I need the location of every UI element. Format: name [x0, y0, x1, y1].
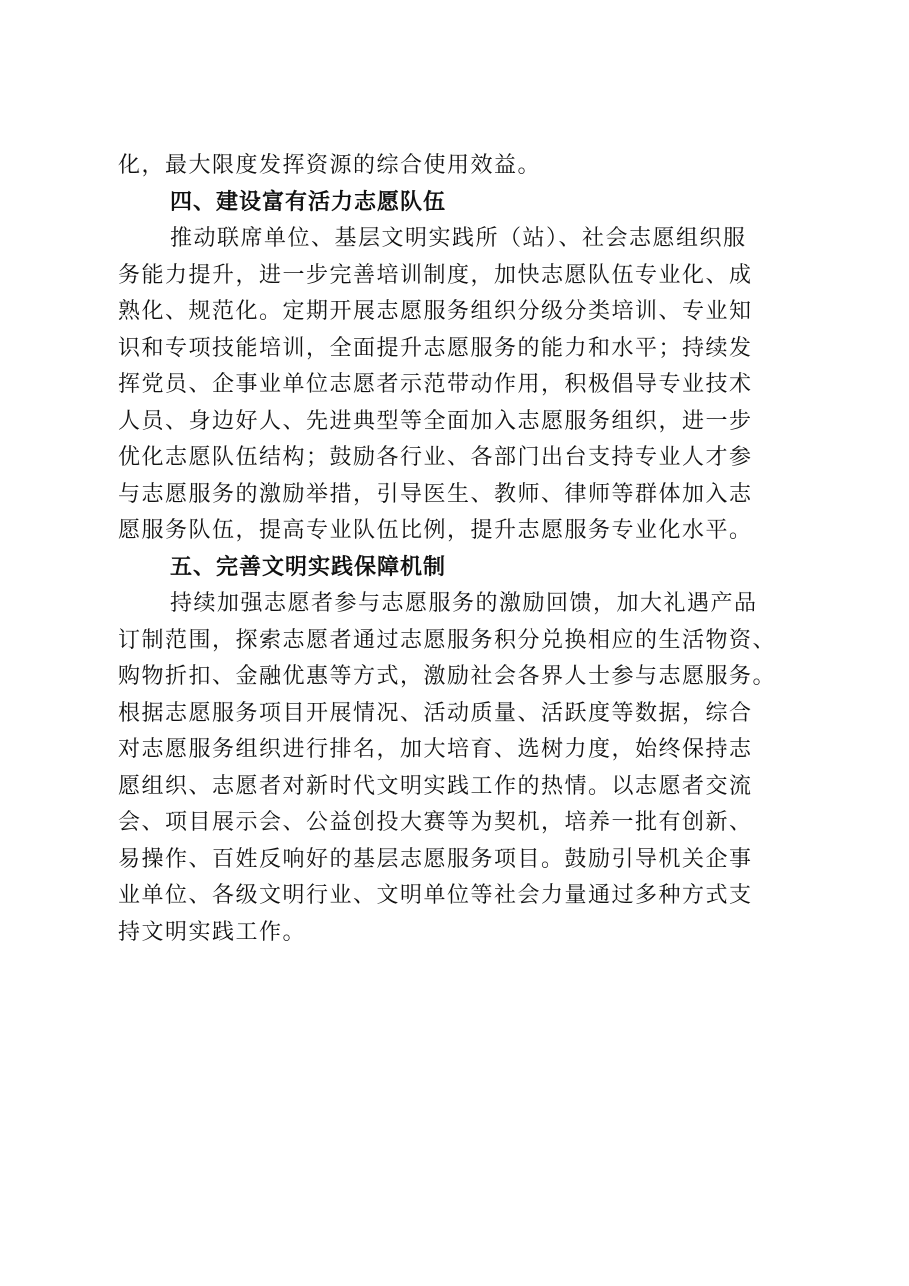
section-5-line-10: 持文明实践工作。: [118, 919, 307, 945]
section-5-paragraph: [118, 586, 808, 951]
section-4-line-8: 与志愿服务的激励举措，引导医生、教师、律师等群体加入志: [118, 481, 753, 507]
section-5-line-7: 会、项目展示会、公益创投大赛等为契机，培养一批有创新、: [118, 810, 753, 835]
section-5-line-3: 购物折扣、金融优惠等方式，激励社会各界人士参与志愿服务。: [118, 664, 777, 689]
section-5-line-8: 易操作、百姓反响好的基层志愿服务项目。鼓励引导机关企事: [118, 846, 753, 872]
section-5-line-9: 业单位、各级文明行业、文明单位等社会力量通过多种方式支: [118, 883, 753, 908]
section-4-line-5: 挥党员、企事业单位志愿者示范带动作用，积极倡导专业技术: [118, 372, 753, 397]
section-4-line-4: 识和专项技能培训，全面提升志愿服务的能力和水平；持续发: [118, 335, 753, 361]
section-5-line-4: 根据志愿服务项目开展情况、活动质量、活跃度等数据，综合: [118, 700, 753, 726]
section-4-paragraph: [118, 221, 808, 550]
section-4-heading: 四、建设富有活力志愿队伍: [170, 189, 447, 215]
document-body: [118, 148, 808, 951]
section-5-heading: 五、完善文明实践保障机制: [170, 554, 447, 580]
section-4-line-2: 务能力提升，进一步完善培训制度，加快志愿队伍专业化、成: [118, 262, 753, 288]
section-4-line-6: 人员、身边好人、先进典型等全面加入志愿服务组织，进一步: [118, 408, 753, 434]
section-4-line-9: 愿服务队伍，提高专业队伍比例，提升志愿服务专业化水平。: [118, 518, 753, 543]
section-4-line-7: 优化志愿队伍结构；鼓励各行业、各部门出台支持专业人才参: [118, 445, 753, 470]
intro-tail-line: 化，最大限度发挥资源的综合使用效益。: [118, 153, 542, 178]
section-5-line-6: 愿组织、志愿者对新时代文明实践工作的热情。以志愿者交流: [118, 773, 753, 799]
section-4-line-3: 熟化、规范化。定期开展志愿服务组织分级分类培训、专业知: [118, 299, 753, 324]
section-5-line-5: 对志愿服务组织进行排名，加大培育、选树力度，始终保持志: [118, 737, 753, 762]
section-5-line-2: 订制范围，探索志愿者通过志愿服务积分兑换相应的生活物资、: [118, 627, 777, 653]
section-4-line-1: 推动联席单位、基层文明实践所（站）、社会志愿组织服: [170, 226, 747, 251]
section-5-line-1: 持续加强志愿者参与志愿服务的激励回馈，加大礼遇产品: [170, 591, 758, 616]
